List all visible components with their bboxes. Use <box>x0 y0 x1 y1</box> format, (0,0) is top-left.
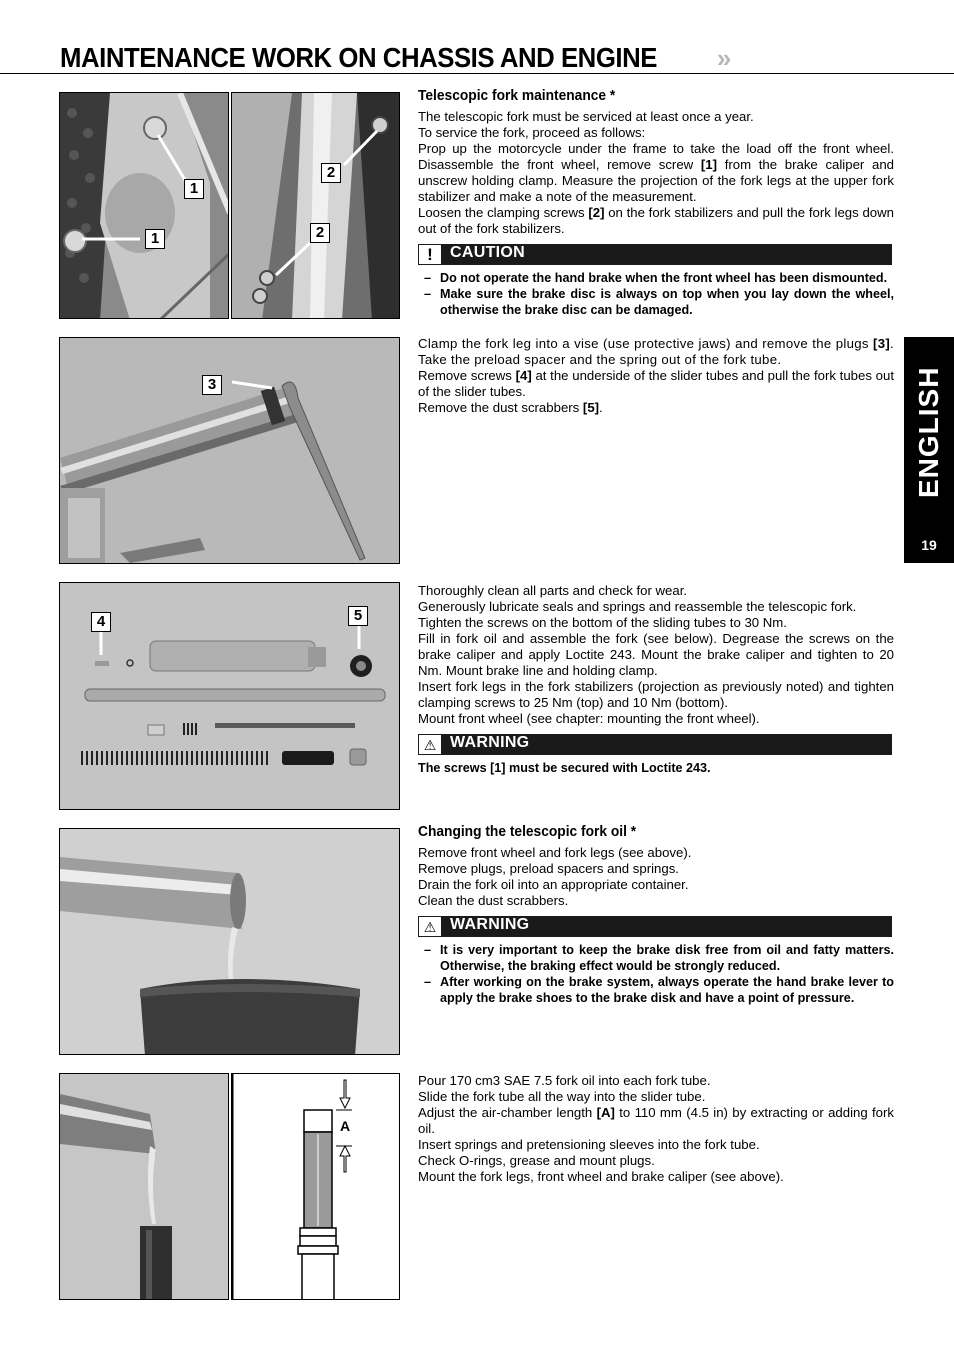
paragraph: Pour 170 cm3 SAE 7.5 fork oil into each fork tube. <box>418 1073 711 1088</box>
paragraph: Clamp the fork leg into a vise (use protective jaws) and remove the plugs [3]. Take the preload spacer and the spring out of the fork tube. <box>418 336 894 367</box>
photo-draining-fork-oil <box>59 828 400 1055</box>
warning-list <box>418 942 894 1006</box>
warning-label: WARNING <box>450 734 530 751</box>
diagram-air-chamber <box>231 1073 400 1300</box>
section-heading: Changing the telescopic fork oil * <box>418 824 637 840</box>
paragraph: Remove the dust scrabbers [5]. <box>418 400 603 415</box>
paragraph: Remove plugs, preload spacers and springs. <box>418 861 679 876</box>
warning-triangle-icon: ⚠ <box>418 734 442 755</box>
section-fork-maintenance <box>418 88 894 318</box>
caution-label: CAUTION <box>450 244 525 261</box>
photo-fork-leg-vise <box>59 337 400 564</box>
language-label: ENGLISH <box>913 366 944 498</box>
callout-1-upper: 1 <box>184 179 204 199</box>
paragraph: Drain the fork oil into an appropriate container. <box>418 877 689 892</box>
paragraph: Insert springs and pretensioning sleeves into the fork tube. <box>418 1137 760 1152</box>
dimension-label-a: A <box>340 1118 351 1134</box>
callout-2-upper: 2 <box>321 163 341 183</box>
paragraph: Thoroughly clean all parts and check for wear. <box>418 583 688 598</box>
callout-2-lower: 2 <box>310 223 330 243</box>
paragraph: Slide the fork tube all the way into the slider tube. <box>418 1089 706 1104</box>
exclamation-icon: ! <box>418 244 442 265</box>
callout-3: 3 <box>202 375 222 395</box>
list-item: – Make sure the brake disc is always on top when you lay down the wheel, otherwise the brake disc can be damaged. <box>418 286 894 318</box>
section-changing-fork-oil <box>418 824 894 1006</box>
caution-bar <box>418 244 892 265</box>
page-title <box>60 42 731 76</box>
callout-5: 5 <box>348 606 368 626</box>
section-fork-oil-fill <box>418 1073 894 1185</box>
paragraph: Tighten the screws on the bottom of the sliding tubes to 30 Nm. <box>418 615 787 630</box>
section-fork-reassembly <box>418 583 894 776</box>
warning-bar <box>418 916 892 937</box>
callout-1-lower: 1 <box>145 229 165 249</box>
section-fork-disassembly <box>418 336 894 416</box>
paragraph: Clean the dust scrabbers. <box>418 893 569 908</box>
paragraph: Prop up the motorcycle under the frame to take the load off the front wheel. Disassemble the front wheel, remove screw [1] from the brake caliper and unscrew holding clamp. Measure the projection of the fork legs at the upper fork stabilizer and make a note of the measurement. <box>418 141 894 204</box>
paragraph: Fill in fork oil and assemble the fork (see below). Degrease the screws on the brake caliper and apply Loctite 243. Mount the brake caliper and tighten to 20 Nm. Mount brake line and holding clamp. <box>418 631 894 678</box>
page-number: 19 <box>921 537 937 553</box>
paragraph: Mount the fork legs, front wheel and brake caliper (see above). <box>418 1169 784 1184</box>
callout-4: 4 <box>91 612 111 632</box>
warning-bar <box>418 734 892 755</box>
paragraph: Adjust the air-chamber length [A] to 110 mm (4.5 in) by extracting or adding fork oil. <box>418 1105 894 1136</box>
section-heading: Telescopic fork maintenance * <box>418 88 616 104</box>
paragraph: Loosen the clamping screws [2] on the fork stabilizers and pull the fork legs down out of the fork stabilizers. <box>418 205 894 236</box>
paragraph: Remove front wheel and fork legs (see above). <box>418 845 692 860</box>
photo-fork-parts <box>59 582 400 810</box>
paragraph: Remove screws [4] at the underside of the slider tubes and pull the fork tubes out of the slider tubes. <box>418 368 894 399</box>
paragraph: Generously lubricate seals and springs and reassemble the telescopic fork. <box>418 599 857 614</box>
page-title-text: MAINTENANCE WORK ON CHASSIS AND ENGINE <box>60 42 657 73</box>
warning-note: The screws [1] must be secured with Loctite 243. <box>418 761 711 775</box>
paragraph: Insert fork legs in the fork stabilizers (projection as previously noted) and tighten clamping screws to 25 Nm (top) and 10 Nm (bottom). <box>418 679 894 710</box>
list-item: – It is very important to keep the brake disk free from oil and fatty matters. Otherwise, the braking effect would be strongly reduced. <box>418 942 894 974</box>
paragraph: The telescopic fork must be serviced at least once a year. <box>418 109 754 124</box>
list-item: – After working on the brake system, always operate the hand brake lever to apply the brake shoes to the brake disk and have a point of pressure. <box>418 974 894 1006</box>
title-arrows-icon: » <box>716 43 732 73</box>
paragraph: To service the fork, proceed as follows: <box>418 125 646 140</box>
header-rule <box>0 73 954 74</box>
photo-fork-stabilizer <box>231 92 400 319</box>
paragraph: Check O-rings, grease and mount plugs. <box>418 1153 655 1168</box>
photo-brake-caliper <box>59 92 229 319</box>
caution-list <box>418 270 894 318</box>
warning-triangle-icon: ⚠ <box>418 916 442 937</box>
language-tab <box>904 337 954 563</box>
warning-label: WARNING <box>450 916 530 933</box>
list-item: – Do not operate the hand brake when the front wheel has been dismounted. <box>418 270 894 286</box>
photo-pouring-fork-oil <box>59 1073 229 1300</box>
paragraph: Mount front wheel (see chapter: mounting the front wheel). <box>418 711 760 726</box>
